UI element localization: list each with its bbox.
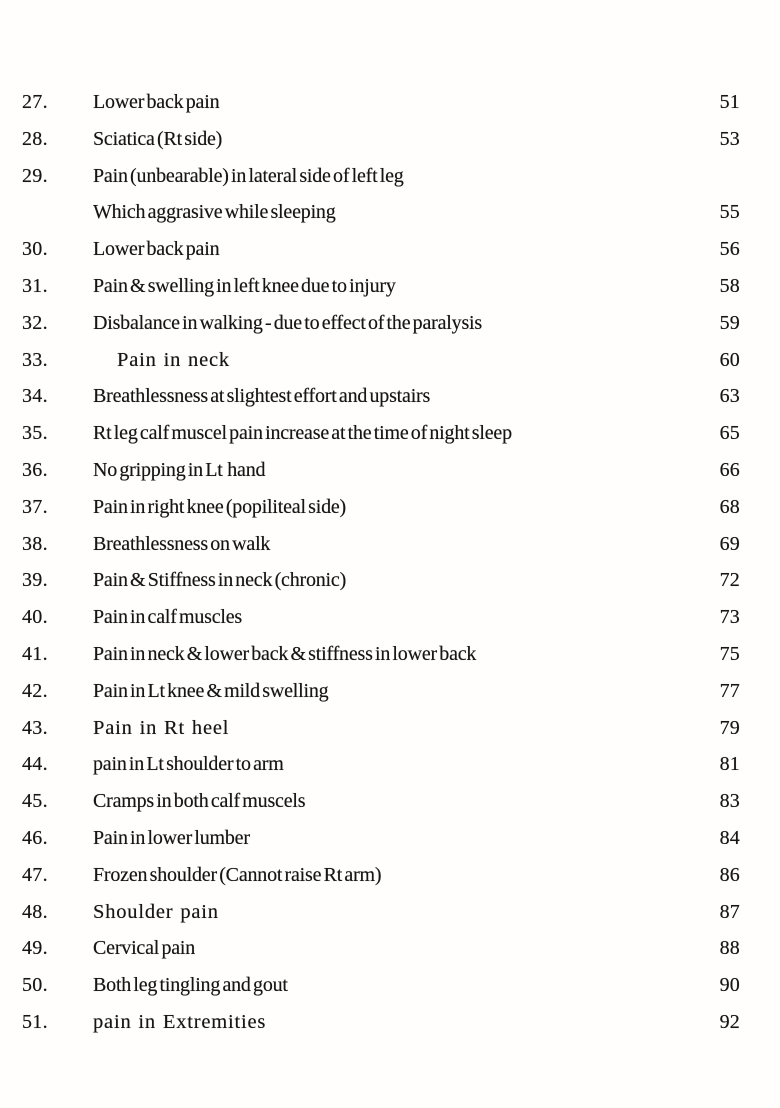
toc-entry-page: 81 bbox=[719, 753, 740, 776]
toc-entry-number: 43. bbox=[22, 716, 48, 739]
toc-entry-title: Pain & Stiffness in neck (chronic) bbox=[93, 569, 347, 592]
toc-entry-page: 92 bbox=[719, 1010, 740, 1033]
toc-entry-number: 48. bbox=[22, 900, 48, 923]
toc-entry-number: 42. bbox=[22, 679, 48, 702]
toc-entry-title: Frozen shoulder (Cannot raise Rt arm) bbox=[93, 863, 382, 886]
toc-entry-number: 33. bbox=[22, 348, 48, 371]
toc-entry-page: 51 bbox=[719, 91, 740, 113]
toc-entry-page: 75 bbox=[719, 642, 740, 665]
toc-entry-number: 37. bbox=[22, 495, 48, 518]
toc-entry-number: 28. bbox=[22, 127, 48, 150]
toc-entry-number: 39. bbox=[22, 569, 48, 592]
toc-entry-number: 35. bbox=[22, 422, 48, 445]
toc-entry-number: 32. bbox=[22, 311, 48, 334]
toc-entry-title: Disbalance in walking - due to effect of the paralysis bbox=[93, 311, 482, 334]
toc-entry-title: Lower back pain bbox=[93, 91, 220, 113]
toc-entry-number: 30. bbox=[22, 238, 48, 261]
toc-row bbox=[22, 342, 740, 379]
toc-entry-title: Cervical pain bbox=[93, 937, 196, 960]
toc-entry-number: 36. bbox=[22, 458, 48, 481]
toc-entry-title: pain in Lt shoulder to arm bbox=[93, 753, 284, 776]
toc-entry-page: 66 bbox=[719, 458, 740, 481]
toc-row bbox=[22, 783, 740, 820]
toc-row bbox=[22, 930, 740, 967]
toc-entry-title: Which aggrasive while sleeping bbox=[93, 201, 336, 224]
toc-entry-title: Breathlessness on walk bbox=[93, 532, 271, 555]
toc-row bbox=[22, 378, 740, 415]
toc-entry-number: 29. bbox=[22, 164, 48, 187]
toc-entry-number: 34. bbox=[22, 385, 48, 408]
toc-row bbox=[22, 526, 740, 563]
toc-row bbox=[22, 268, 740, 305]
toc-row bbox=[22, 599, 740, 636]
toc-entry-title: Pain (unbearable) in lateral side of left leg bbox=[93, 164, 404, 187]
toc-entry-number: 44. bbox=[22, 753, 48, 776]
toc-row bbox=[22, 710, 740, 747]
toc-entry-title: Lower back pain bbox=[93, 238, 220, 261]
toc-entry-title: Both leg tingling and gout bbox=[93, 974, 288, 997]
toc-entry-number: 27. bbox=[22, 91, 48, 113]
toc-entry-page: 83 bbox=[719, 790, 740, 813]
toc-entry-title: Pain in Lt knee & mild swelling bbox=[93, 679, 329, 702]
toc-entry-number: 46. bbox=[22, 826, 48, 849]
toc-entry-number: 45. bbox=[22, 790, 48, 813]
toc-row bbox=[22, 489, 740, 526]
toc-entry-page: 58 bbox=[719, 274, 740, 297]
toc-row bbox=[22, 636, 740, 673]
toc-row bbox=[22, 1004, 740, 1041]
toc-row bbox=[22, 84, 740, 121]
toc-entry-number: 38. bbox=[22, 532, 48, 555]
toc-entry-page: 53 bbox=[719, 127, 740, 150]
toc-row bbox=[22, 894, 740, 931]
toc-row bbox=[22, 121, 740, 158]
toc-row bbox=[22, 305, 740, 342]
toc-entry-title: No gripping in Lt hand bbox=[93, 458, 266, 481]
toc-entry-title: Pain in lower lumber bbox=[93, 826, 250, 849]
toc-entry-page: 86 bbox=[719, 863, 740, 886]
toc-row bbox=[22, 820, 740, 857]
toc-entry-title: pain in Extremities bbox=[93, 1010, 267, 1033]
toc-row bbox=[22, 194, 740, 231]
toc-entry-page: 79 bbox=[719, 716, 740, 739]
toc-entry-number: 47. bbox=[22, 863, 48, 886]
toc-row bbox=[22, 231, 740, 268]
toc-entry-page: 68 bbox=[719, 495, 740, 518]
toc-entry-page: 84 bbox=[719, 826, 740, 849]
toc-entry-title: Pain & swelling in left knee due to injury bbox=[93, 274, 396, 297]
toc-row bbox=[22, 452, 740, 489]
toc-entry-page: 72 bbox=[719, 569, 740, 592]
toc-entry-title: Rt leg calf muscel pain increase at the time of night sleep bbox=[93, 422, 512, 445]
toc-row bbox=[22, 415, 740, 452]
toc-entry-page: 90 bbox=[719, 974, 740, 997]
toc-entry-page: 59 bbox=[719, 311, 740, 334]
toc-row bbox=[22, 158, 740, 195]
toc-entry-number: 31. bbox=[22, 274, 48, 297]
toc-entry-page: 88 bbox=[719, 937, 740, 960]
toc-entry-title: Pain in calf muscles bbox=[93, 606, 243, 629]
toc-entry-page: 55 bbox=[719, 201, 740, 224]
toc-entry-number: 51. bbox=[22, 1010, 48, 1033]
toc-entry-title: Cramps in both calf muscels bbox=[93, 790, 306, 813]
toc-entry-title: Pain in neck & lower back & stiffness in lower back bbox=[93, 642, 477, 665]
toc-entry-title: Shoulder pain bbox=[93, 900, 219, 923]
toc-row bbox=[22, 967, 740, 1004]
toc-entry-page: 73 bbox=[719, 606, 740, 629]
toc-entry-page: 60 bbox=[719, 348, 740, 371]
toc-entry-page: 69 bbox=[719, 532, 740, 555]
toc-entry-title: Pain in Rt heel bbox=[93, 716, 230, 739]
toc-entry-title: Pain in neck bbox=[117, 348, 230, 371]
toc-entry-number: 49. bbox=[22, 937, 48, 960]
toc-list bbox=[0, 84, 780, 1041]
toc-row bbox=[22, 673, 740, 710]
toc-entry-page: 63 bbox=[719, 385, 740, 408]
toc-entry-title: Pain in right knee (popiliteal side) bbox=[93, 495, 347, 518]
toc-entry-number: 50. bbox=[22, 974, 48, 997]
toc-entry-number: 40. bbox=[22, 606, 48, 629]
toc-row bbox=[22, 746, 740, 783]
toc-entry-title: Sciatica (Rt side) bbox=[93, 127, 223, 150]
toc-entry-page: 77 bbox=[719, 679, 740, 702]
toc-row bbox=[22, 857, 740, 894]
toc-row bbox=[22, 562, 740, 599]
toc-entry-page: 87 bbox=[719, 900, 740, 923]
toc-entry-number: 41. bbox=[22, 642, 48, 665]
toc-entry-title: Breathlessness at slightest effort and upstairs bbox=[93, 385, 431, 408]
toc-entry-page: 65 bbox=[719, 422, 740, 445]
toc-entry-page: 56 bbox=[719, 238, 740, 261]
